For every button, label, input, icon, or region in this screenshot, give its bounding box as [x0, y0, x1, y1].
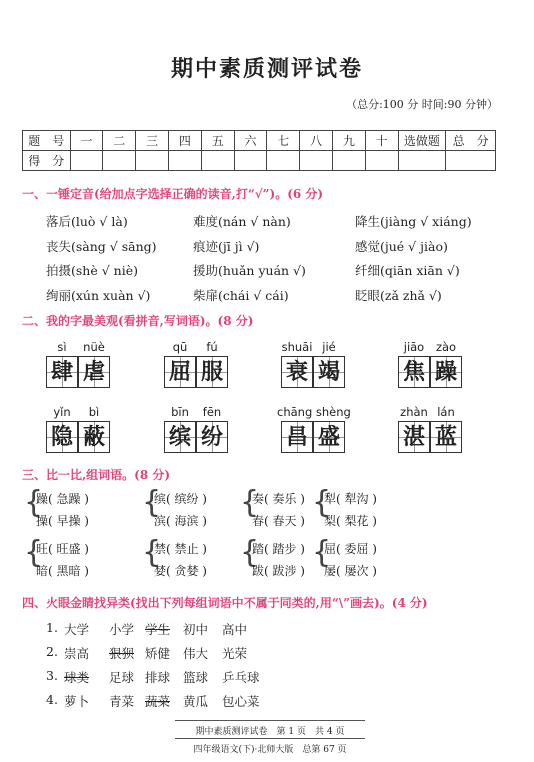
tianzige-char: 隐	[46, 421, 78, 453]
score-header-cell: 总 分	[446, 131, 496, 151]
tianzige-char: 躁	[430, 356, 462, 388]
score-cell	[70, 151, 103, 171]
brace-icon: {	[24, 485, 44, 520]
pronunciation-item: 难度(nán √ nàn)	[193, 214, 291, 229]
brace-icon: {	[312, 485, 332, 520]
compare-word: 奏( 奏乐 )	[252, 492, 305, 506]
score-cell	[201, 151, 234, 171]
group-word: 矫健	[145, 646, 171, 661]
tianzige-char: 纷	[196, 421, 228, 453]
score-cell	[103, 151, 136, 171]
pinyin-label: chāng shèng	[277, 405, 351, 419]
group-word: 高中	[222, 622, 248, 637]
row-number: 4.	[46, 692, 58, 707]
row-number: 1.	[46, 620, 58, 635]
footer-edition: 四年级语文(下)·北师大版 总第 67 页	[193, 745, 347, 755]
compare-word: 跋( 跋涉 )	[252, 564, 305, 578]
pronunciation-item: 降生(jiàng √ xiáng)	[355, 214, 472, 229]
section-3-title: 三、比一比,组词语。(8 分)	[22, 468, 171, 482]
score-label-cell: 得 分	[23, 151, 71, 171]
tianzige-char: 焦	[398, 356, 430, 388]
pinyin-label: shuāi	[281, 340, 313, 354]
score-header-cell: 八	[300, 131, 333, 151]
pronunciation-item: 眨眼(zǎ zhǎ √)	[355, 287, 442, 303]
group-word: 伟大	[183, 646, 209, 661]
pronunciation-item: 纤细(qiān xiān √)	[355, 263, 460, 278]
tianzige-char: 湛	[398, 421, 430, 453]
score-table	[22, 130, 496, 171]
score-cell	[300, 151, 333, 171]
score-header-cell: 七	[267, 131, 300, 151]
compare-word: 躁( 急躁 )	[36, 492, 89, 506]
pronunciation-item: 落后(luò √ là)	[46, 214, 128, 229]
compare-word: 踏( 踏步 )	[252, 542, 305, 556]
group-word: 乒乓球	[222, 670, 260, 685]
group-word: 黄瓜	[183, 694, 209, 709]
compare-word: 梨( 梨花 )	[324, 514, 377, 528]
score-cell	[267, 151, 300, 171]
brace-icon: {	[142, 485, 162, 520]
group-word: 足球	[109, 670, 135, 685]
score-header-cell: 三	[136, 131, 169, 151]
pronunciation-item: 感觉(jué √ jiào)	[355, 238, 448, 254]
row-number: 2.	[46, 644, 58, 659]
footer-rule-2	[175, 738, 365, 739]
score-header-cell: 二	[103, 131, 136, 151]
pinyin-label: lán	[437, 405, 455, 419]
score-cell	[446, 151, 496, 171]
score-header-cell: 题 号	[23, 131, 71, 151]
compare-word: 禁( 禁止 )	[154, 542, 207, 556]
tianzige-char: 虐	[78, 356, 110, 388]
tianzige-char: 衰	[281, 356, 313, 388]
pronunciation-item: 援助(huǎn yuán √)	[193, 263, 306, 278]
score-cell	[136, 151, 169, 171]
compare-word: 犁( 犁沟 )	[324, 492, 377, 506]
group-word: 崇高	[64, 646, 90, 661]
tianzige-char: 服	[196, 356, 228, 388]
footer-page: 期中素质测评试卷 第 1 页 共 4 页	[195, 727, 345, 737]
compare-word: 操( 早操 )	[36, 514, 89, 528]
tianzige-char: 盛	[313, 421, 345, 453]
compare-word: 春( 春天 )	[252, 514, 305, 528]
crossed-word: 狠狈	[109, 646, 135, 661]
tianzige-char: 缤	[164, 421, 196, 453]
crossed-word: 蔬菜	[145, 694, 171, 709]
page-title: 期中素质测评试卷	[170, 56, 363, 82]
score-header-cell: 选做题	[398, 131, 446, 151]
pinyin-label: fēn	[202, 405, 222, 419]
section-4-title: 四、火眼金睛找异类(找出下列每组词语中不属于同类的,用“\”画去)。(4 分)	[22, 596, 428, 610]
pronunciation-item: 丧失(sàng √ sāng)	[46, 238, 157, 254]
pronunciation-item: 绚丽(xún xuàn √)	[46, 287, 151, 303]
compare-word: 屡( 屡次 )	[324, 564, 377, 578]
pinyin-label: jiāo	[403, 340, 425, 354]
exam-meta: （总分:100 分 时间:90 分钟）	[346, 98, 498, 111]
score-header-cell: 六	[234, 131, 267, 151]
score-header-cell: 四	[169, 131, 202, 151]
group-word: 包心菜	[222, 694, 260, 709]
brace-icon: {	[312, 535, 332, 570]
score-header-cell: 五	[201, 131, 234, 151]
score-table-header-row	[23, 131, 496, 151]
group-word: 光荣	[222, 646, 248, 661]
crossed-word: 学生	[145, 622, 171, 637]
brace-icon: {	[240, 485, 260, 520]
pinyin-label: fú	[206, 340, 218, 354]
score-cell	[234, 151, 267, 171]
pronunciation-item: 痕迹(jī jì √)	[193, 238, 260, 254]
tianzige-char: 竭	[313, 356, 345, 388]
pinyin-label: nüè	[83, 340, 105, 354]
group-word: 排球	[145, 670, 171, 685]
pinyin-label: jié	[322, 340, 336, 354]
section-2-title: 二、我的字最美观(看拼音,写词语)。(8 分)	[22, 314, 254, 328]
crossed-word: 球类	[64, 670, 90, 685]
tianzige-char: 蔽	[78, 421, 110, 453]
compare-word: 婪( 贪婪 )	[154, 564, 207, 578]
tianzige-char: 昌	[281, 421, 313, 453]
pinyin-label: sì	[57, 340, 67, 354]
score-cell	[332, 151, 365, 171]
group-word: 青菜	[109, 694, 135, 709]
compare-word: 缤( 缤纷 )	[154, 492, 207, 506]
brace-icon: {	[24, 535, 44, 570]
tianzige-char: 屈	[164, 356, 196, 388]
score-cell	[365, 151, 398, 171]
score-cell	[398, 151, 446, 171]
compare-word: 滨( 海滨 )	[154, 514, 207, 528]
pronunciation-item: 柴扉(chái √ cái)	[193, 287, 289, 303]
tianzige-char: 肆	[46, 356, 78, 388]
pinyin-label: bīn	[171, 405, 189, 419]
group-word: 萝卜	[64, 694, 90, 709]
group-word: 初中	[183, 622, 209, 637]
pinyin-label: yǐn	[53, 405, 71, 419]
compare-word: 屈( 委屈 )	[324, 542, 377, 556]
section-1-title: 一、一锤定音(给加点字选择正确的读音,打“√”)。(6 分)	[22, 187, 324, 201]
tianzige-char: 蓝	[430, 421, 462, 453]
pinyin-label: qū	[172, 340, 188, 354]
brace-icon: {	[240, 535, 260, 570]
pinyin-label: bì	[88, 405, 100, 419]
group-word: 大学	[64, 622, 90, 637]
score-cell	[169, 151, 202, 171]
score-table-score-row	[23, 151, 496, 171]
compare-word: 旺( 旺盛 )	[36, 542, 89, 556]
group-word: 小学	[109, 622, 135, 637]
score-header-cell: 一	[70, 131, 103, 151]
compare-word: 暗( 黑暗 )	[36, 564, 89, 578]
pinyin-label: zhàn	[400, 405, 428, 419]
pronunciation-item: 拍摄(shè √ niè)	[46, 263, 138, 278]
pinyin-label: zào	[435, 340, 457, 354]
group-word: 篮球	[183, 670, 209, 685]
brace-icon: {	[142, 535, 162, 570]
score-header-cell: 九	[332, 131, 365, 151]
footer-rule	[175, 720, 365, 721]
row-number: 3.	[46, 668, 58, 683]
score-header-cell: 十	[365, 131, 398, 151]
